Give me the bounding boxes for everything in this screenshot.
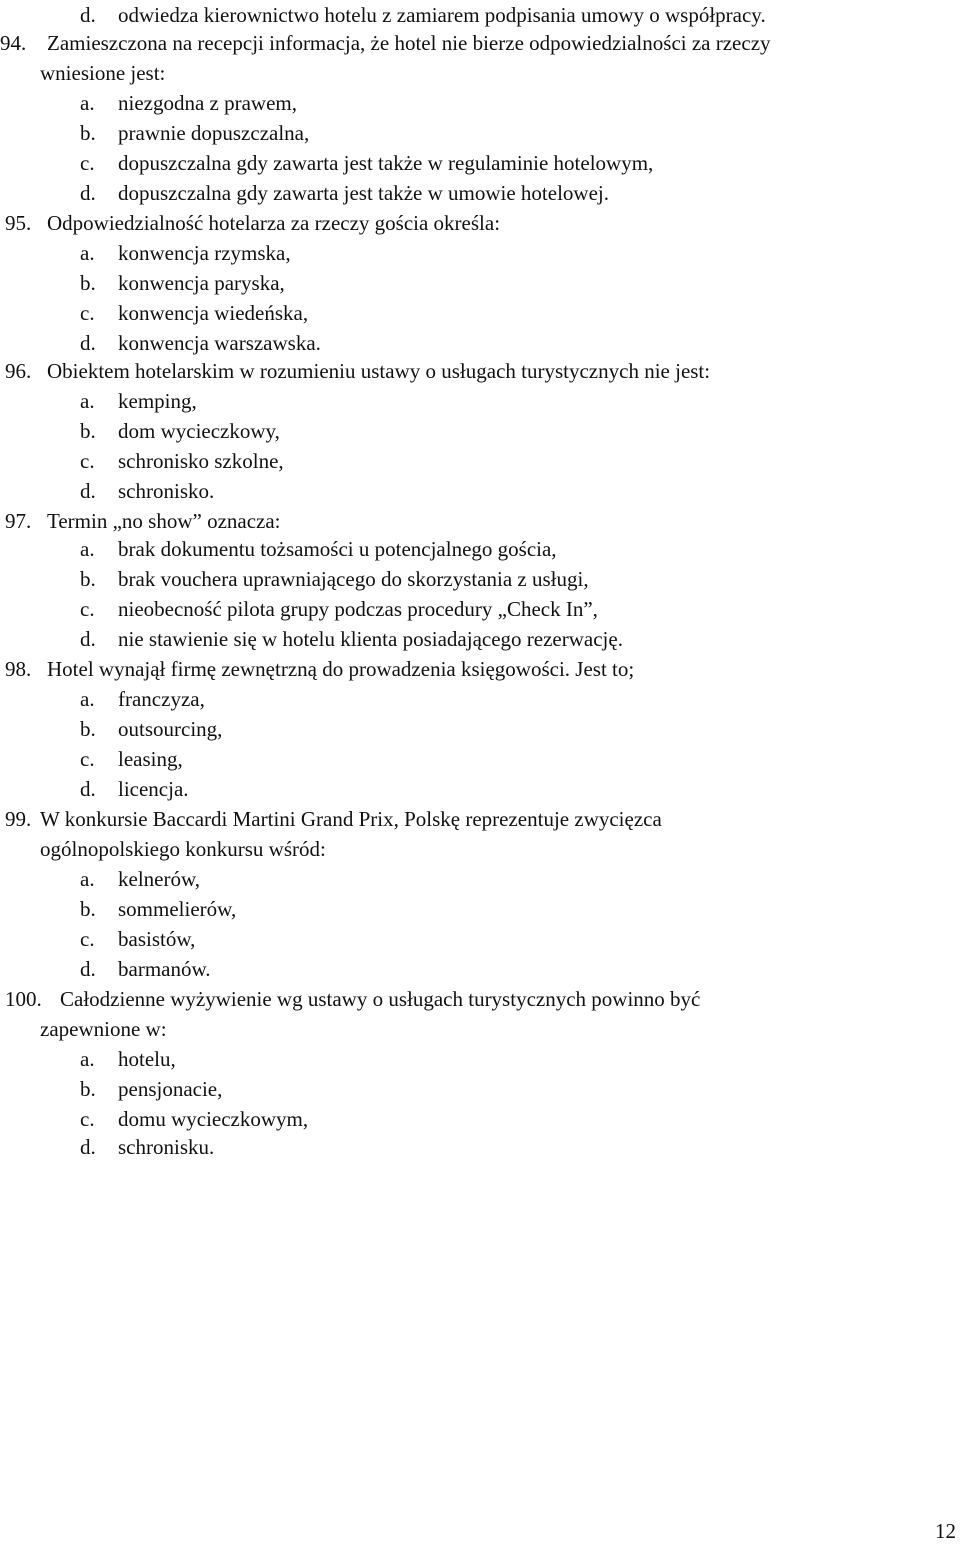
option-text: prawnie dopuszczalna, (118, 121, 310, 145)
option-letter: c. (80, 747, 95, 771)
option-text: domu wycieczkowym, (118, 1107, 309, 1131)
option-text: schronisko szkolne, (118, 449, 284, 473)
question-text: Zamieszczona na recepcji informacja, że hotel nie bierze odpowiedzialności za rzeczy (47, 31, 771, 55)
page-number: 12 (935, 1519, 956, 1543)
option-letter: d. (80, 777, 96, 801)
question-text: W konkursie Baccardi Martini Grand Prix, Polskę reprezentuje zwycięzca (40, 807, 662, 831)
option-text: barmanów. (118, 957, 211, 981)
option-letter: d. (80, 957, 96, 981)
option-text: nie stawienie się w hotelu klienta posiadającego rezerwację. (118, 627, 623, 651)
option-letter: b. (80, 121, 96, 145)
option-letter: a. (80, 91, 95, 115)
option-text: brak vouchera uprawniającego do skorzystania z usługi, (118, 567, 589, 591)
option-text: konwencja wiedeńska, (118, 301, 309, 325)
option-letter: b. (80, 419, 96, 443)
option-text: leasing, (118, 747, 183, 771)
option-text: schronisko. (118, 479, 215, 503)
option-letter: d. (80, 181, 96, 205)
option-letter: a. (80, 687, 95, 711)
option-letter: b. (80, 271, 96, 295)
option-letter: c. (80, 927, 95, 951)
option-text: konwencja paryska, (118, 271, 285, 295)
option-letter: d. (80, 627, 96, 651)
option-text: niezgodna z prawem, (118, 91, 298, 115)
question-text: ogólnopolskiego konkursu wśród: (40, 837, 326, 861)
option-letter: d. (80, 3, 96, 27)
option-text: outsourcing, (118, 717, 223, 741)
option-text: kemping, (118, 389, 197, 413)
option-text: sommelierów, (118, 897, 237, 921)
option-text: kelnerów, (118, 867, 201, 891)
option-text: dopuszczalna gdy zawarta jest także w umowie hotelowej. (118, 181, 609, 205)
option-letter: c. (80, 1107, 95, 1131)
option-letter: a. (80, 241, 95, 265)
option-text: konwencja warszawska. (118, 331, 321, 355)
option-letter: a. (80, 389, 95, 413)
option-letter: d. (80, 479, 96, 503)
question-number: 98. (5, 657, 32, 681)
option-text: basistów, (118, 927, 196, 951)
question-text: wniesione jest: (40, 61, 166, 85)
option-text: hotelu, (118, 1047, 176, 1071)
question-text: Termin „no show” oznacza: (47, 509, 281, 533)
option-letter: b. (80, 567, 96, 591)
option-letter: b. (80, 717, 96, 741)
option-letter: c. (80, 151, 95, 175)
option-letter: b. (80, 897, 96, 921)
option-letter: a. (80, 1047, 95, 1071)
option-letter: c. (80, 597, 95, 621)
option-text: pensjonacie, (118, 1077, 223, 1101)
option-text: brak dokumentu tożsamości u potencjalnego gościa, (118, 537, 557, 561)
option-text: dopuszczalna gdy zawarta jest także w regulaminie hotelowym, (118, 151, 654, 175)
question-number: 99. (5, 807, 32, 831)
option-text: nieobecność pilota grupy podczas procedury „Check In”, (118, 597, 598, 621)
option-text: franczyza, (118, 687, 205, 711)
option-letter: a. (80, 537, 95, 561)
question-number: 94. (0, 31, 27, 55)
question-number: 97. (5, 509, 32, 533)
option-letter: c. (80, 449, 95, 473)
question-text: Całodzienne wyżywienie wg ustawy o usługach turystycznych powinno być (60, 987, 701, 1011)
question-text: Hotel wynajął firmę zewnętrzną do prowadzenia księgowości. Jest to; (47, 657, 635, 681)
option-text: schronisku. (118, 1135, 215, 1159)
option-text: dom wycieczkowy, (118, 419, 280, 443)
option-letter: c. (80, 301, 95, 325)
question-text: zapewnione w: (40, 1017, 167, 1041)
option-letter: d. (80, 331, 96, 355)
question-text: Odpowiedzialność hotelarza za rzeczy gościa określa: (47, 211, 501, 235)
option-letter: b. (80, 1077, 96, 1101)
option-text: licencja. (118, 777, 189, 801)
question-text: Obiektem hotelarskim w rozumieniu ustawy o usługach turystycznych nie jest: (47, 359, 711, 383)
question-number: 100. (5, 987, 42, 1011)
question-number: 96. (5, 359, 32, 383)
question-number: 95. (5, 211, 32, 235)
option-letter: d. (80, 1135, 96, 1159)
option-text: odwiedza kierownictwo hotelu z zamiarem podpisania umowy o współpracy. (118, 3, 766, 27)
option-text: konwencja rzymska, (118, 241, 291, 265)
option-letter: a. (80, 867, 95, 891)
